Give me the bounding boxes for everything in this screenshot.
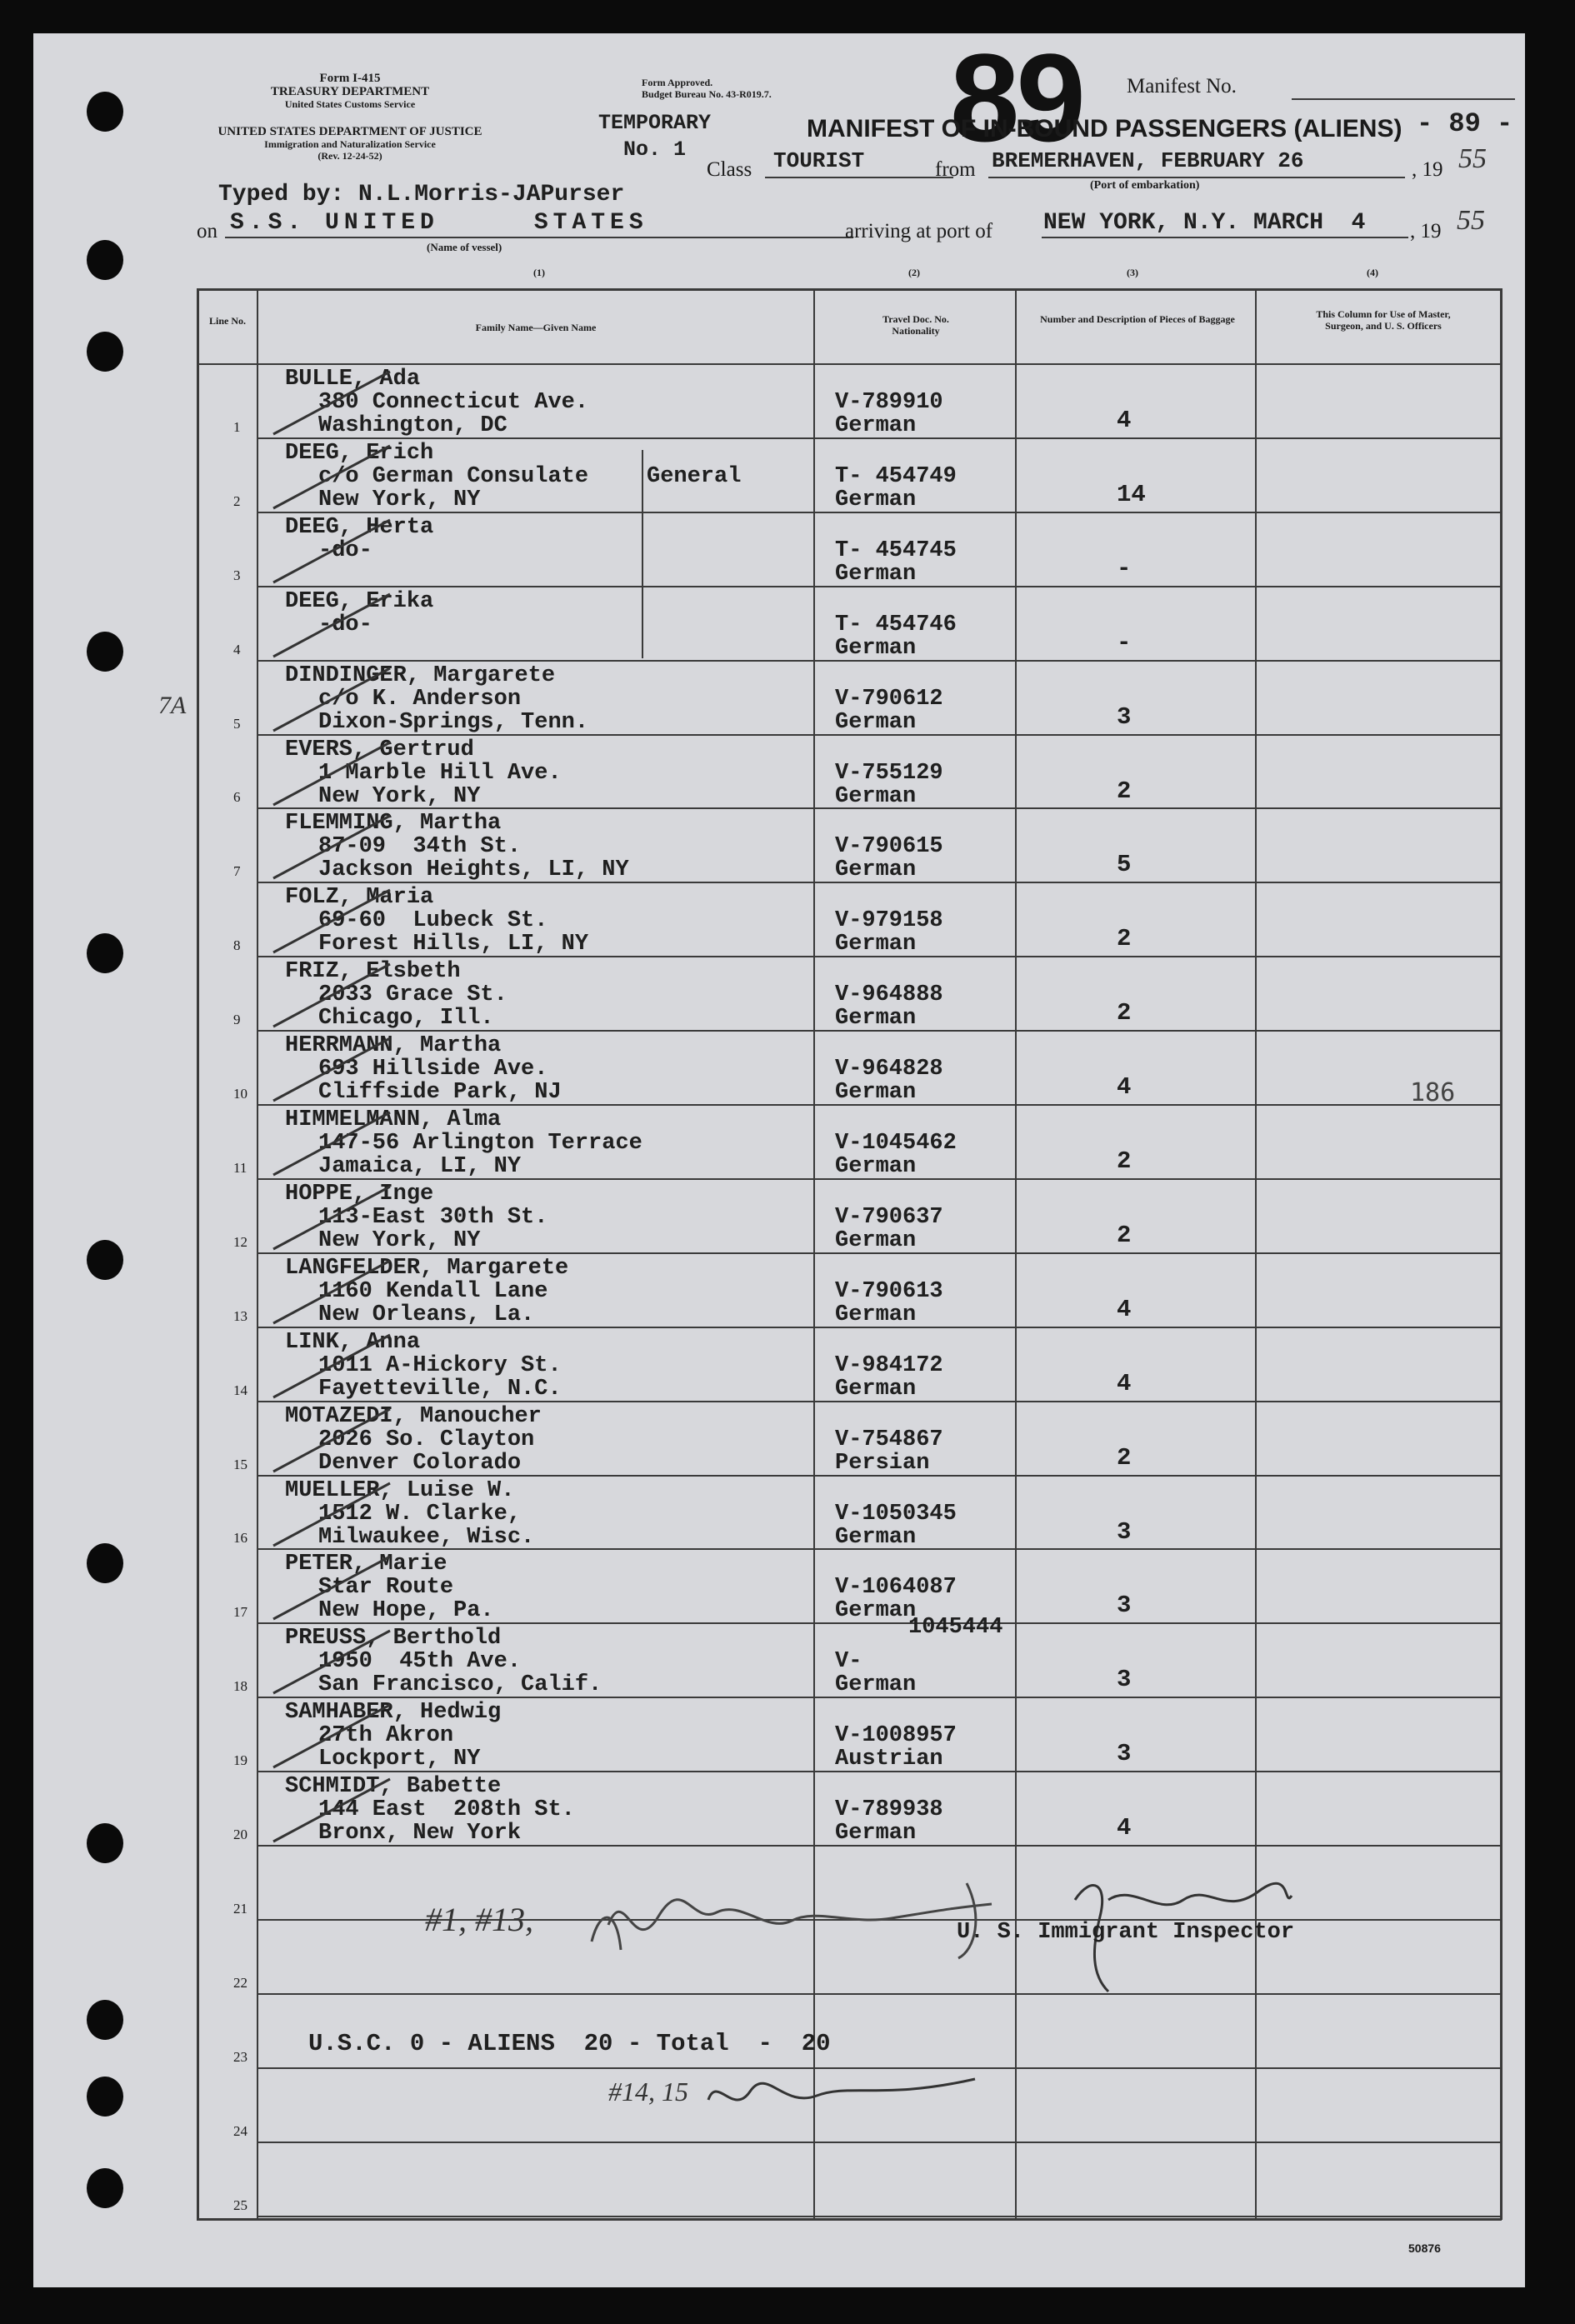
baggage-count: 3	[1117, 1592, 1132, 1619]
approval-block	[642, 77, 772, 100]
col-num-1: (1)	[533, 267, 545, 278]
budget-bureau: Budget Bureau No. 43-R019.7.	[642, 88, 772, 100]
from-label: from	[935, 158, 976, 181]
baggage-count: -	[1117, 555, 1132, 582]
passenger-address-line1: 693 Hillside Ave.	[318, 1057, 548, 1082]
passenger-address-line1: c/o K. Anderson	[318, 687, 522, 712]
line-number: 10	[233, 1086, 248, 1102]
passenger-name: DEEG, Erich	[285, 441, 434, 466]
punch-hole	[87, 92, 123, 132]
check-mark	[257, 1178, 473, 1253]
line-number: 13	[233, 1308, 248, 1324]
col-header-travel-doc: Travel Doc. No. Nationality	[882, 313, 949, 337]
passenger-name: DINDINGER, Margarete	[285, 663, 556, 688]
line-number: 23	[233, 2049, 248, 2065]
manifest-no-label: Manifest No.	[1127, 75, 1237, 97]
check-mark	[257, 1030, 473, 1105]
travel-doc-number: V-1064087	[835, 1575, 957, 1600]
passenger-address-line2: New Hope, Pa.	[318, 1598, 494, 1623]
col-header-officers: This Column for Use of Master, Surgeon, and U. S. Officers	[1316, 308, 1451, 332]
line-number: 14	[233, 1382, 248, 1398]
manifest-no-value: - 89 -	[1417, 108, 1513, 139]
passenger-address-line2: San Francisco, Calif.	[318, 1672, 602, 1697]
table-bottom-rule	[197, 2218, 1502, 2221]
passenger-address-line1: c/o German Consulate	[318, 464, 589, 489]
check-mark	[257, 1622, 473, 1697]
passenger-name: PREUSS, Berthold	[285, 1626, 502, 1651]
passenger-name: DEEG, Herta	[285, 515, 434, 540]
alien-summary: U.S.C. 0 - ALIENS 20 - Total - 20	[308, 2030, 831, 2057]
passenger-name: FRIZ, Elsbeth	[285, 959, 461, 984]
from-value: BREMERHAVEN, FEBRUARY 26	[992, 148, 1304, 173]
col-num-4: (4)	[1367, 267, 1378, 278]
arrival-rule	[1042, 237, 1408, 238]
row-rule	[258, 2216, 1500, 2217]
baggage-count: 4	[1117, 1073, 1132, 1101]
punch-hole	[87, 1543, 123, 1583]
line-number: 4	[233, 642, 241, 657]
punch-hole	[87, 2168, 123, 2208]
from-rule	[988, 177, 1405, 178]
nationality: German	[835, 1228, 917, 1253]
travel-doc-number: V-979158	[835, 908, 943, 933]
passenger-address-line1: 113-East 30th St.	[318, 1205, 548, 1230]
check-mark	[257, 807, 473, 882]
officer-number: 186	[1410, 1078, 1456, 1107]
passenger-name: DEEG, Erika	[285, 589, 434, 614]
travel-doc-number: V-964828	[835, 1057, 943, 1082]
check-mark	[257, 1104, 473, 1179]
passenger-name: HIMMELMANN, Alma	[285, 1107, 502, 1132]
port-caption: (Port of embarkation)	[1090, 179, 1200, 192]
punch-hole	[87, 2000, 123, 2040]
ins-service: Immigration and Naturalization Service	[264, 138, 436, 150]
check-mark	[257, 956, 473, 1031]
row-rule	[258, 1993, 1500, 1995]
passenger-name: BULLE, Ada	[285, 367, 421, 392]
class-rule	[765, 177, 953, 178]
doc-correction: 1045444	[908, 1615, 1003, 1640]
nationality: German	[835, 487, 917, 512]
deeg-bracket	[642, 450, 643, 658]
table-top-rule	[197, 288, 1502, 291]
line-number: 25	[233, 2197, 248, 2213]
row-rule	[258, 2142, 1500, 2143]
passenger-address-line1: 1011 A-Hickory St.	[318, 1353, 562, 1378]
vessel-name: S.S. UNITED STATES	[230, 210, 648, 236]
line-number: 16	[233, 1530, 248, 1546]
passenger-name: MUELLER, Luise W.	[285, 1478, 515, 1503]
line-number: 24	[233, 2123, 248, 2139]
nationality: Austrian	[835, 1747, 943, 1772]
check-mark	[257, 734, 473, 809]
temporary-label: TEMPORARY	[598, 111, 712, 135]
line-number: 22	[233, 1975, 248, 1991]
punch-hole	[87, 1823, 123, 1863]
travel-doc-number: V-790613	[835, 1279, 943, 1304]
check-mark	[257, 1697, 473, 1772]
passenger-address-line2: Dixon-Springs, Tenn.	[318, 710, 589, 735]
passenger-address-line1: 1 Marble Hill Ave.	[318, 761, 562, 786]
arrival-year: 55	[1457, 205, 1485, 236]
manifest-page	[33, 27, 1525, 2287]
line-number: 12	[233, 1234, 248, 1250]
passenger-name: SCHMIDT, Babette	[285, 1774, 502, 1799]
check-mark	[257, 660, 473, 735]
passenger-address-line2: Milwaukee, Wisc.	[318, 1525, 535, 1550]
form-header-left	[217, 72, 483, 110]
arriving-label: arriving at port of	[845, 220, 993, 242]
revision-date: (Rev. 12-24-52)	[318, 150, 382, 162]
punch-hole	[87, 332, 123, 372]
line-number: 2	[233, 493, 241, 509]
customs-service: United States Customs Service	[284, 98, 416, 110]
nationality: German	[835, 1377, 917, 1402]
passenger-address-line1: 380 Connecticut Ave.	[318, 390, 589, 415]
passenger-address-line1: -do-	[318, 538, 372, 563]
line-number: 19	[233, 1752, 248, 1768]
line-number: 8	[233, 937, 241, 953]
passenger-address-line2: New York, NY	[318, 1228, 481, 1253]
table-right-rule	[1500, 288, 1502, 2220]
check-mark	[257, 1475, 473, 1550]
line-number: 21	[233, 1901, 248, 1917]
baggage-count: 2	[1117, 1147, 1132, 1175]
punch-hole	[87, 632, 123, 672]
baggage-count: 4	[1117, 1814, 1132, 1842]
travel-doc-number: V-1050345	[835, 1502, 957, 1527]
from-year-prefix: , 19	[1412, 158, 1443, 181]
manifest-title: MANIFEST OF IN-BOUND PASSENGERS (ALIENS)	[807, 115, 1402, 142]
nationality: Persian	[835, 1451, 930, 1476]
form-approved: Form Approved.	[642, 77, 713, 88]
arrival-value: NEW YORK, N.Y. MARCH 4	[1043, 210, 1366, 236]
vessel-rule	[225, 237, 853, 238]
travel-doc-number: V-754867	[835, 1427, 943, 1452]
form-code: 50876	[1408, 2242, 1441, 2255]
punch-hole	[87, 2077, 123, 2117]
travel-doc-number: V-755129	[835, 761, 943, 786]
baggage-count: 3	[1117, 1518, 1132, 1546]
passenger-address-line1: 27th Akron	[318, 1723, 454, 1748]
passenger-address-line1: -do-	[318, 612, 372, 637]
nationality: German	[835, 1672, 917, 1697]
temporary-block	[598, 110, 711, 163]
check-mark	[257, 363, 473, 438]
passenger-address-line2: Denver Colorado	[318, 1451, 522, 1476]
passenger-address-line1: 87-09 34th St.	[318, 834, 522, 859]
passenger-address-line2: Chicago, Ill.	[318, 1006, 494, 1031]
nationality: German	[835, 1080, 917, 1105]
justice-dept: UNITED STATES DEPARTMENT OF JUSTICE	[218, 125, 482, 138]
table-left-rule	[197, 288, 199, 2220]
vessel-caption: (Name of vessel)	[427, 241, 502, 253]
passenger-address-line2: Fayetteville, N.C.	[318, 1377, 562, 1402]
baggage-count: 4	[1117, 1370, 1132, 1397]
line23-handwriting: #14, 15	[608, 2077, 688, 2107]
travel-doc-number: V-	[835, 1649, 862, 1674]
line21-handwriting: #1, #13,	[425, 1901, 533, 1938]
travel-doc-number: V-984172	[835, 1353, 943, 1378]
check-mark	[257, 882, 473, 957]
line23-scribble	[700, 2067, 983, 2125]
baggage-count: 4	[1117, 407, 1132, 434]
passenger-name: EVERS, Gertrud	[285, 737, 474, 762]
big-manifest-number: 89	[950, 27, 1082, 167]
baggage-count: 2	[1117, 1444, 1132, 1472]
passenger-address-line2: Jamaica, LI, NY	[318, 1154, 522, 1179]
passenger-address-line2: New Orleans, La.	[318, 1302, 535, 1327]
nationality: German	[835, 413, 917, 438]
travel-doc-number: T- 454749	[835, 464, 957, 489]
passenger-address-line1: 69-60 Lubeck St.	[318, 908, 548, 933]
passenger-address-line2: New York, NY	[318, 784, 481, 809]
line-number: 17	[233, 1604, 248, 1620]
nationality: German	[835, 710, 917, 735]
check-mark	[257, 1548, 473, 1623]
passenger-address-line2: Cliffside Park, NJ	[318, 1080, 562, 1105]
passenger-name: LINK, Anna	[285, 1330, 421, 1355]
margin-note: 7A	[158, 692, 187, 719]
baggage-count: 4	[1117, 1296, 1132, 1323]
treasury-dept: TREASURY DEPARTMENT	[270, 85, 430, 98]
col-num-2: (2)	[908, 267, 920, 278]
passenger-name: FOLZ, Maria	[285, 885, 434, 910]
punch-hole	[87, 933, 123, 973]
form-number: Form I-415	[319, 72, 381, 85]
passenger-address-line1: 144 East 208th St.	[318, 1797, 575, 1822]
travel-doc-number: V-790612	[835, 687, 943, 712]
from-year: 55	[1458, 143, 1487, 174]
passenger-name: HOPPE, Inge	[285, 1182, 434, 1207]
passenger-name: MOTAZEDI, Manoucher	[285, 1404, 542, 1429]
line-number: 5	[233, 716, 241, 732]
baggage-count: 3	[1117, 703, 1132, 731]
line-number: 1	[233, 419, 241, 435]
check-mark	[257, 512, 473, 587]
line-number: 18	[233, 1678, 248, 1694]
travel-doc-number: V-790615	[835, 834, 943, 859]
check-mark	[257, 1327, 473, 1402]
passenger-address-line2: Bronx, New York	[318, 1821, 522, 1846]
baggage-count: 2	[1117, 999, 1132, 1027]
travel-doc-number: V-1045462	[835, 1131, 957, 1156]
passenger-address-line2: Forest Hills, LI, NY	[318, 932, 589, 957]
nationality: German	[835, 1006, 917, 1031]
travel-doc-number: V-789938	[835, 1797, 943, 1822]
passenger-address-line1: 1512 W. Clarke,	[318, 1502, 522, 1527]
nationality: German	[835, 1525, 917, 1550]
nationality: German	[835, 1821, 917, 1846]
col-header-baggage: Number and Description of Pieces of Baggage	[1040, 313, 1235, 325]
baggage-count: 2	[1117, 777, 1132, 805]
on-label: on	[197, 220, 218, 242]
passenger-address-line1: 147-56 Arlington Terrace	[318, 1131, 642, 1156]
passenger-address-line1: 1950 45th Ave.	[318, 1649, 522, 1674]
passenger-address-line2: Washington, DC	[318, 413, 508, 438]
passenger-address-line1: Star Route	[318, 1575, 454, 1600]
col-header-line-no: Line No.	[208, 315, 246, 327]
punch-hole	[87, 1240, 123, 1280]
col-num-3: (3)	[1127, 267, 1138, 278]
passenger-address-line1: 2033 Grace St.	[318, 982, 508, 1007]
arrival-year-prefix: , 19	[1410, 220, 1442, 242]
passenger-address-line1: 2026 So. Clayton	[318, 1427, 535, 1452]
baggage-count: 3	[1117, 1740, 1132, 1767]
col-header-name: Family Name—Given Name	[475, 322, 597, 333]
baggage-count: 2	[1117, 1222, 1132, 1249]
line-number: 3	[233, 567, 241, 583]
line-number: 6	[233, 789, 241, 805]
travel-doc-number: V-1008957	[835, 1723, 957, 1748]
travel-doc-number: T- 454746	[835, 612, 957, 637]
line-number: 7	[233, 863, 241, 879]
passenger-name: PETER, Marie	[285, 1552, 448, 1577]
manifest-no-rule	[1292, 98, 1515, 100]
travel-doc-number: V-790637	[835, 1205, 943, 1230]
line-number: 15	[233, 1457, 248, 1472]
check-mark	[257, 586, 473, 661]
passenger-name: SAMHABER, Hedwig	[285, 1700, 502, 1725]
nationality: German	[835, 636, 917, 661]
passenger-address-line1b: General	[647, 464, 742, 489]
passenger-address-line2: New York, NY	[318, 487, 481, 512]
baggage-count: 5	[1117, 851, 1132, 878]
passenger-name: FLEMMING, Martha	[285, 811, 502, 836]
line-number: 9	[233, 1012, 241, 1027]
baggage-count: 2	[1117, 925, 1132, 952]
nationality: German	[835, 1302, 917, 1327]
baggage-count: 14	[1117, 481, 1146, 508]
nationality: German	[835, 932, 917, 957]
justice-block	[200, 125, 500, 162]
baggage-count: 3	[1117, 1666, 1132, 1693]
check-mark	[257, 437, 473, 512]
check-mark	[257, 1401, 473, 1476]
check-mark	[257, 1252, 473, 1327]
passenger-address-line2: Jackson Heights, LI, NY	[318, 857, 629, 882]
nationality: German	[835, 562, 917, 587]
line-number: 11	[233, 1160, 248, 1176]
travel-doc-number: V-964888	[835, 982, 943, 1007]
nationality: German	[835, 857, 917, 882]
travel-doc-number: V-789910	[835, 390, 943, 415]
passenger-name: HERRMANN, Martha	[285, 1033, 502, 1058]
line-number: 20	[233, 1827, 248, 1842]
passenger-name: LANGFELDER, Margarete	[285, 1256, 569, 1281]
typed-by: Typed by: N.L.Morris-JAPurser	[218, 182, 625, 207]
punch-hole	[87, 240, 123, 280]
class-value: TOURIST	[773, 148, 865, 173]
baggage-count: -	[1117, 629, 1132, 657]
class-label: Class	[707, 158, 752, 181]
check-mark	[257, 1771, 473, 1846]
nationality: German	[835, 1154, 917, 1179]
inspector-title: U. S. Immigrant Inspector	[957, 1920, 1295, 1945]
travel-doc-number: T- 454745	[835, 538, 957, 563]
passenger-address-line2: Lockport, NY	[318, 1747, 481, 1772]
nationality: German	[835, 784, 917, 809]
nationality: German	[835, 1598, 917, 1623]
passenger-address-line1: 1160 Kendall Lane	[318, 1279, 548, 1304]
temporary-number: No. 1	[623, 137, 687, 162]
